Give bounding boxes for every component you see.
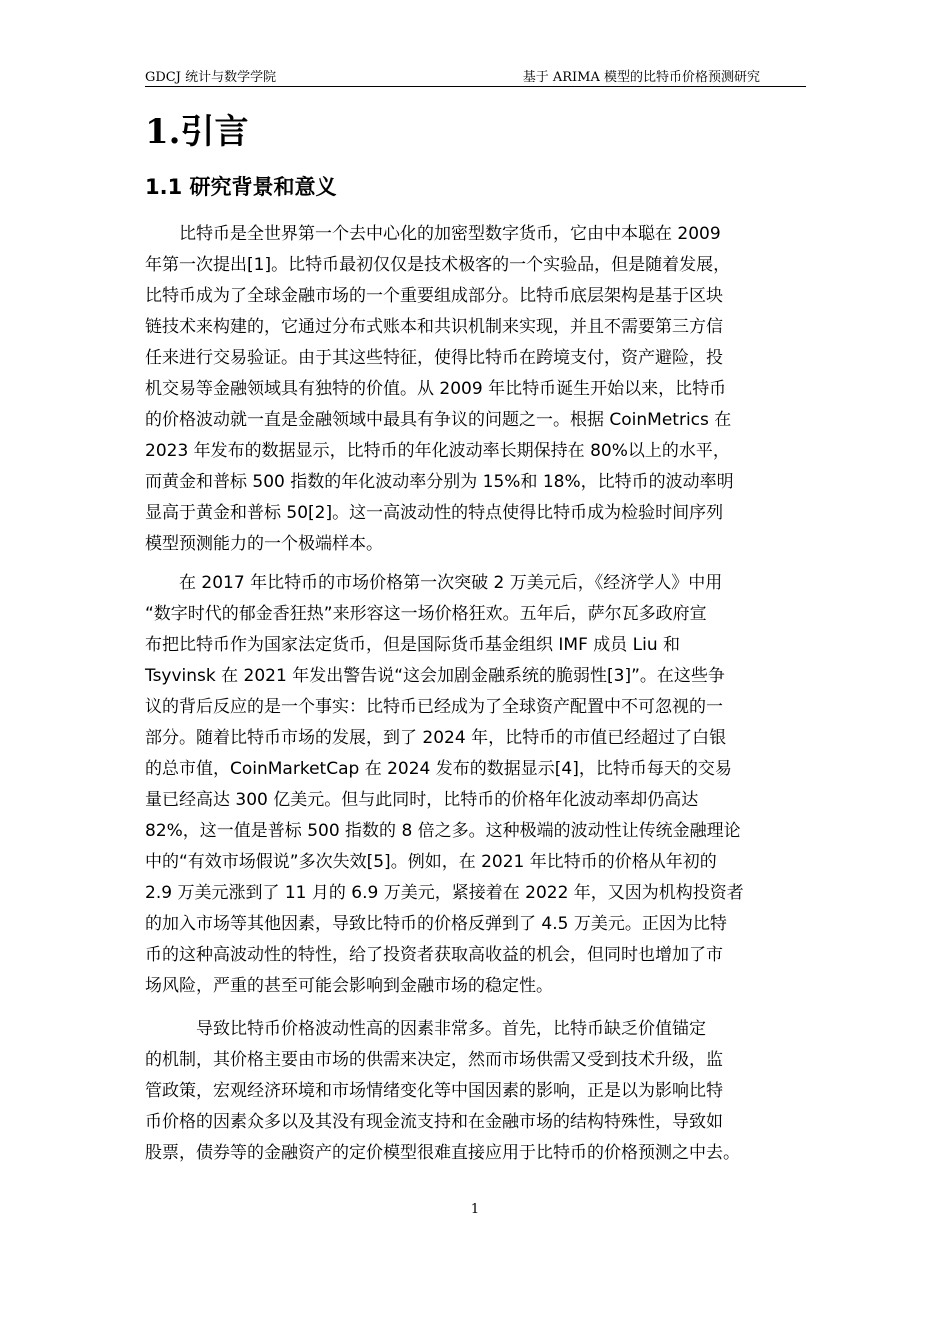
text-line: 的机制，其价格主要由市场的供需来决定，然而市场供需又受到技术升级，监 xyxy=(145,1050,723,1070)
text-line: 模型预测能力的一个极端样本。 xyxy=(145,534,383,554)
text-line: Tsyvinsk 在 2021 年发出警告说“这会加剧金融系统的脆弱性[3]”。在这些争 xyxy=(145,666,725,686)
text-line: 在 2017 年比特币的市场价格第一次突破 2 万美元后，《经济学人》中用 xyxy=(145,573,723,593)
page-header xyxy=(145,64,806,87)
text-line: 2.9 万美元涨到了 11 月的 6.9 万美元，紧接着在 2022 年，又因为机构投资者 xyxy=(145,883,744,903)
text-line: “数字时代的郁金香狂热”来形容这一场价格狂欢。五年后，萨尔瓦多政府宣 xyxy=(145,604,707,624)
text-line: 部分。随着比特币市场的发展，到了 2024 年，比特币的市值已经超过了白银 xyxy=(145,728,727,748)
text-line: 中的“有效市场假说”多次失效[5]。例如，在 2021 年比特币的价格从年初的 xyxy=(145,852,717,872)
header-paper-title: 基于 ARIMA 模型的比特币价格预测研究 xyxy=(522,70,760,85)
chapter-title: 1.引言 xyxy=(145,112,249,152)
text-line: 股票，债券等的金融资产的定价模型很难直接应用于比特币的价格预测之中去。 xyxy=(145,1143,740,1163)
text-line: 显高于黄金和普标 50[2]。这一高波动性的特点使得比特币成为检验时间序列 xyxy=(145,503,724,523)
text-line: 82%，这一值是普标 500 指数的 8 倍之多。这种极端的波动性让传统金融理论 xyxy=(145,821,741,841)
text-line: 2023 年发布的数据显示，比特币的年化波动率长期保持在 80%以上的水平， xyxy=(145,441,730,461)
section-title: 1.1 研究背景和意义 xyxy=(145,175,337,199)
text-line: 布把比特币作为国家法定货币，但是国际货币基金组织 IMF 成员 Liu 和 xyxy=(145,635,681,655)
paragraph-volatility-factors xyxy=(145,1014,806,1169)
text-line: 而黄金和普标 500 指数的年化波动率分别为 15%和 18%，比特币的波动率明 xyxy=(145,472,734,492)
text-line: 的总市值，CoinMarketCap 在 2024 发布的数据显示[4]，比特币每天的交易 xyxy=(145,759,732,779)
text-line: 场风险，严重的甚至可能会影响到金融市场的稳定性。 xyxy=(145,976,553,996)
text-line: 量已经高达 300 亿美元。但与此同时，比特币的价格年化波动率却仍高达 xyxy=(145,790,699,810)
header-institution: GDCJ 统计与数学学院 xyxy=(145,70,277,85)
text-line: 导致比特币价格波动性高的因素非常多。首先，比特币缺乏价值锚定 xyxy=(145,1019,706,1039)
text-line: 任来进行交易验证。由于其这些特征，使得比特币在跨境支付，资产避险，投 xyxy=(145,348,723,368)
text-line: 比特币成为了全球金融市场的一个重要组成部分。比特币底层架构是基于区块 xyxy=(145,286,723,306)
text-line: 币价格的因素众多以及其没有现金流支持和在金融市场的结构特殊性，导致如 xyxy=(145,1112,723,1132)
paragraph-market-history xyxy=(145,568,806,1002)
page-number: 1 xyxy=(470,1202,480,1217)
text-line: 的加入市场等其他因素，导致比特币的价格反弹到了 4.5 万美元。正因为比特 xyxy=(145,914,727,934)
text-line: 管政策，宏观经济环境和市场情绪变化等中国因素的影响，正是以为影响比特 xyxy=(145,1081,723,1101)
text-line: 机交易等金融领域具有独特的价值。从 2009 年比特币诞生开始以来，比特币 xyxy=(145,379,727,399)
text-line: 比特币是全世界第一个去中心化的加密型数字货币，它由中本聪在 2009 xyxy=(145,224,721,244)
text-line: 议的背后反应的是一个事实：比特币已经成为了全球资产配置中不可忽视的一 xyxy=(145,697,723,717)
text-line: 币的这种高波动性的特性，给了投资者获取高收益的机会，但同时也增加了市 xyxy=(145,945,723,965)
paragraph-background xyxy=(145,219,806,560)
text-line: 链技术来构建的，它通过分布式账本和共识机制来实现，并且不需要第三方信 xyxy=(145,317,723,337)
text-line: 的价格波动就一直是金融领域中最具有争议的问题之一。根据 CoinMetrics 在 xyxy=(145,410,732,430)
text-line: 年第一次提出[1]。比特币最初仅仅是技术极客的一个实验品，但是随着发展， xyxy=(145,255,731,275)
